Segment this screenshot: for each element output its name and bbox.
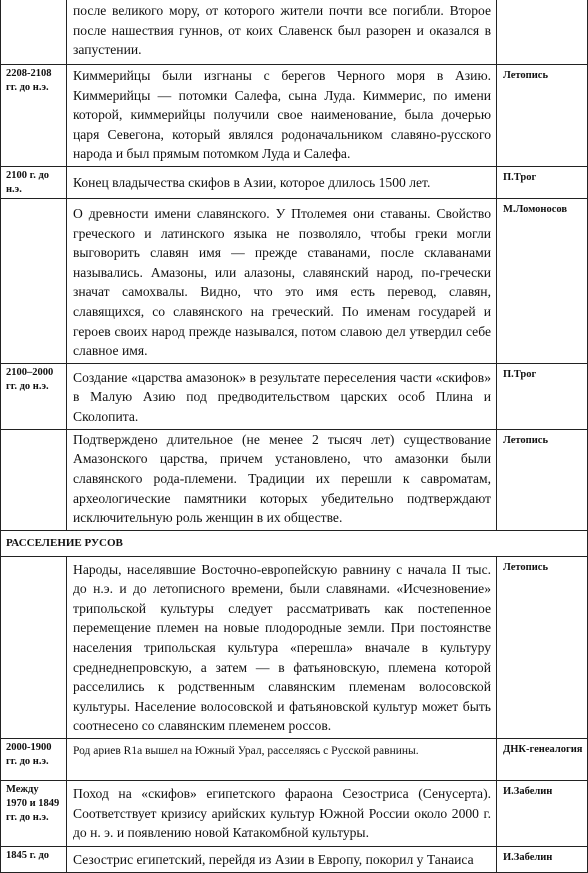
table-row <box>1 363 588 429</box>
date-cell <box>1 556 67 738</box>
source-cell: П.Трог <box>497 363 588 429</box>
event-text-cell: Конец владычества скифов в Азии, которое длилось 1500 лет. <box>67 166 497 198</box>
event-text-cell: Киммерийцы были изгнаны с берегов Черного моря в Азию. Киммерийцы — потомки Салефа, сына Луда. Киммерис, по имени которой, киммерийцы получили свое наименование, была дочерью царя Севегона, который являлся родоначальником славяно-русского народа и был прямым потомком Луда и Салефа. <box>67 65 497 167</box>
event-text-cell: после великого мору, от которого жители почти все погибли. Второе после нашествия гуннов, от коих Славенск был разорен и оказался в запустении. <box>67 0 497 65</box>
event-text-cell: О древности имени славянского. У Птолемея они ставаны. Свойство греческого и латинского языка не позволяло, чтобы греки могли выговорить славян имя — прежде ставанами, после склаванами назывались. Амазоны, или алазоны, славянский народ, по-гречески значат самохвалы. Видно, что это имя есть перевод, славян, славящихся, со славянского на греческий. По именам государей и героев своих народ прежде назывался, потом славою дел утвердил себе славное имя. <box>67 198 497 363</box>
date-cell <box>1 198 67 363</box>
event-text-cell: Сезострис египетский, перейдя из Азии в Европу, покорил у Танаиса <box>67 847 497 873</box>
source-cell: П.Трог <box>497 166 588 198</box>
date-cell: 1845 г. до <box>1 847 67 873</box>
date-cell: 2208-2108 гг. до н.э. <box>1 65 67 167</box>
event-text-cell: Поход на «скифов» египетского фараона Сезостриса (Сенусерта). Соответствует кризису арийских культур Южной России около 2000 г. до н. э. и появлению новой Катакомбной культуры. <box>67 781 497 847</box>
date-cell <box>1 0 67 65</box>
event-text-cell: Подтверждено длительное (не менее 2 тысяч лет) существование Амазонского царства, причем установлено, что амазонки были славянского рода-племени. Традиции их перешли к савроматам, археологические памятники которых убедительно подтверждают исключительную роль женщин в их обществе. <box>67 429 497 530</box>
source-cell: ДНК-генеалогия <box>497 739 588 781</box>
table-row <box>1 739 588 781</box>
source-cell: Летопись <box>497 429 588 530</box>
table-row <box>1 65 588 167</box>
event-text-cell: Народы, населявшие Восточно-европейскую равнину с начала II тыс. до н.э. и до летописного времени, были славянами. «Исчезновение» трипольской культуры следует рассматривать как постепенное перемещение племен на новые плодородные земли. При постоянстве населения трипольская культура «перешла» вначале в культуру среднеднепровскую, а затем — в фатьяновскую, племена которой расселились к родственным славянским племенам волосовской культуры. Население волосовской и фатьяновской культур может быть соотнесено со славянским племенем россов. <box>67 556 497 738</box>
section-heading: РАССЕЛЕНИЕ РУСОВ <box>1 530 588 556</box>
table-row <box>1 781 588 847</box>
section-row <box>1 530 588 556</box>
source-cell: И.Забелин <box>497 781 588 847</box>
source-cell: Летопись <box>497 556 588 738</box>
date-cell: 2000-1900 гг. до н.э. <box>1 739 67 781</box>
table-row <box>1 429 588 530</box>
event-text-cell: Род ариев R1a вышел на Южный Урал, расселяясь с Русской равнины. <box>67 739 497 781</box>
table-row <box>1 166 588 198</box>
date-cell: 2100–2000 гг. до н.э. <box>1 363 67 429</box>
date-cell: Между 1970 и 1849 гг. до н.э. <box>1 781 67 847</box>
event-text-cell: Создание «царства амазонок» в результате переселения части «скифов» в Малую Азию под предводительством царских особ Плина и Сколопита. <box>67 363 497 429</box>
date-cell: 2100 г. до н.э. <box>1 166 67 198</box>
source-cell <box>497 0 588 65</box>
table-row <box>1 847 588 873</box>
source-cell: Летопись <box>497 65 588 167</box>
date-cell <box>1 429 67 530</box>
source-cell: М.Ломоносов <box>497 198 588 363</box>
table-row <box>1 0 588 65</box>
table-row <box>1 198 588 363</box>
source-cell: И.Забелин <box>497 847 588 873</box>
table-row <box>1 556 588 738</box>
